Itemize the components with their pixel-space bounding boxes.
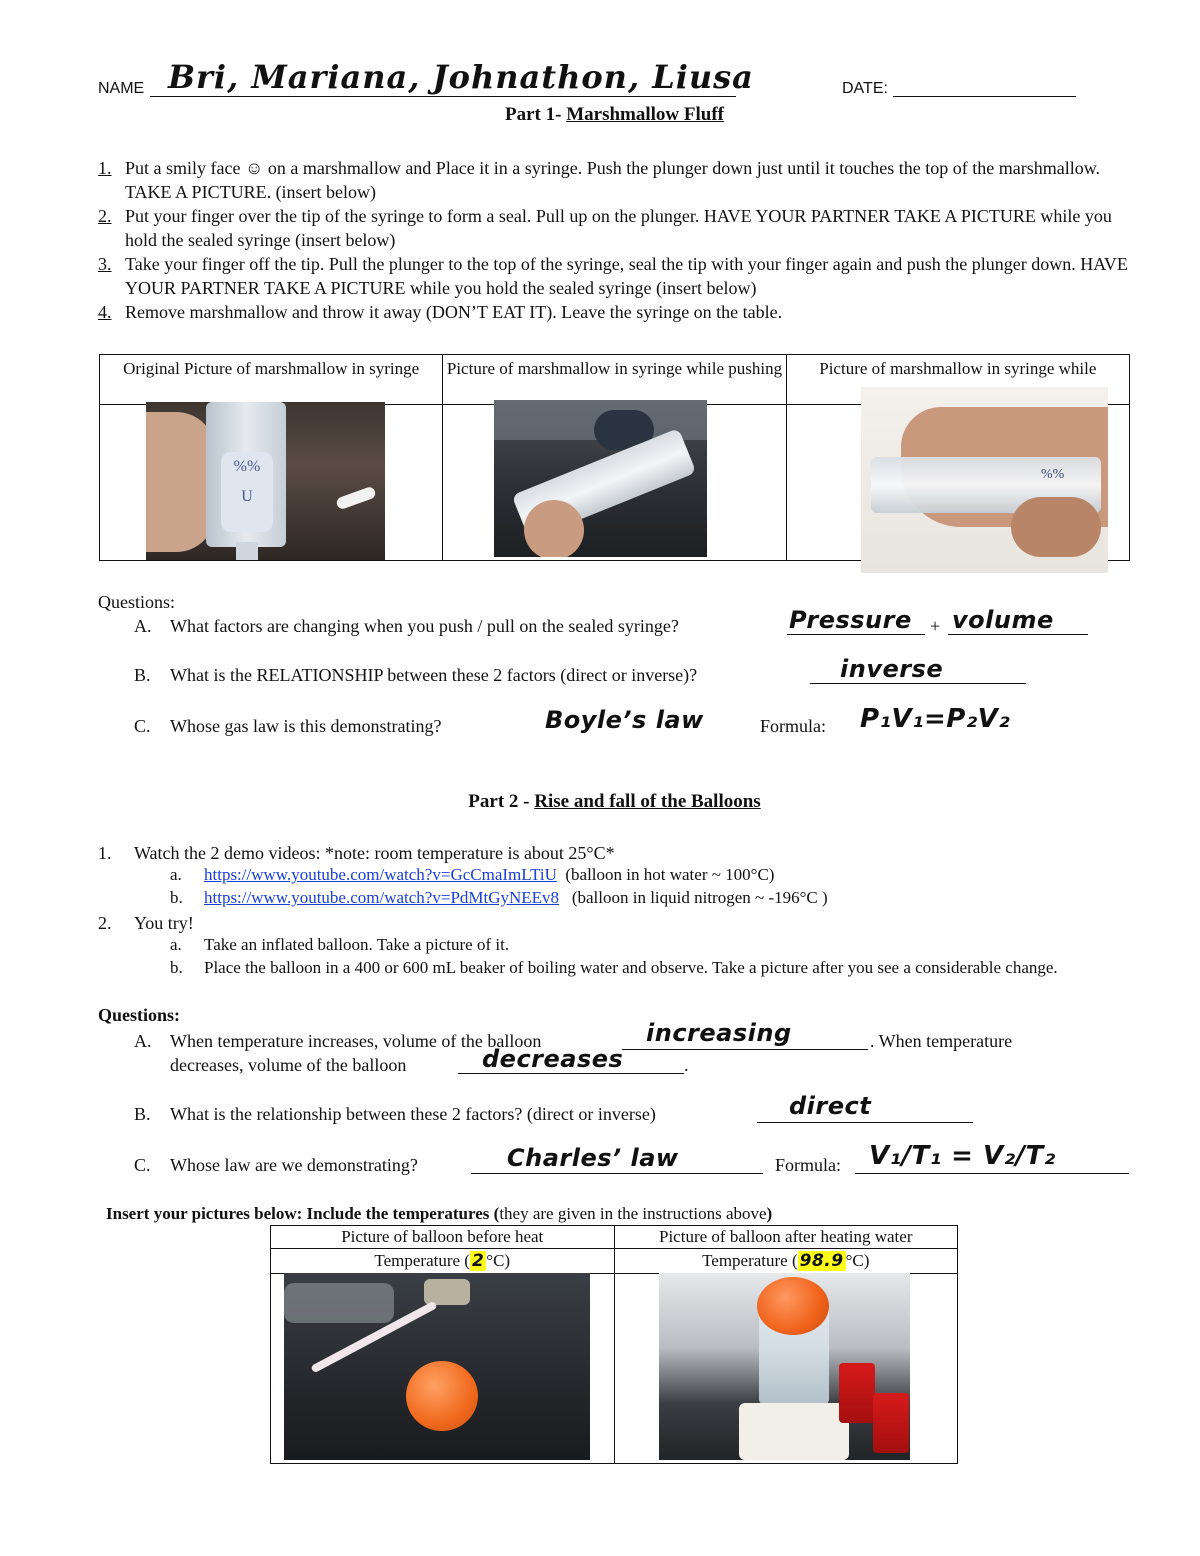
- video-link-hot-water[interactable]: https://www.youtube.com/watch?v=GcCmaImLTiU: [204, 865, 557, 884]
- part1-question-a: What factors are changing when you push / pull on the sealed syringe?: [170, 616, 679, 636]
- step-1: 1. Put a smily face ☺ on a marshmallow and Place it in a syringe. Push the plunger down just until it touches the top of the marshmallow. TAKE A PICTURE. (insert below): [98, 158, 1101, 202]
- date-field[interactable]: [893, 96, 1076, 97]
- part2-item-1b: https://www.youtube.com/watch?v=PdMtGyNEEv8 (balloon in liquid nitrogen ~ -196°C ): [204, 888, 828, 907]
- answer-formula-2[interactable]: V₁/T₁ = V₂/T₂: [855, 1151, 1129, 1174]
- table-header-pushing: Picture of marshmallow in syringe while pushing: [446, 359, 783, 378]
- part1-steps: [98, 156, 1134, 324]
- smiley-face-icon: %% U: [221, 452, 273, 532]
- answer-law-name[interactable]: Charles’ law: [471, 1151, 763, 1174]
- part1-question-c: Whose gas law is this demonstrating?: [170, 716, 442, 736]
- part1-question-a-letter: A.: [134, 616, 152, 636]
- balloon-before-heat-photo: [284, 1273, 590, 1460]
- answer-formula-1[interactable]: P₁V₁=P₂V₂: [860, 704, 1011, 734]
- part2-question-a-part1: When temperature increases, volume of the balloon: [170, 1031, 542, 1051]
- part2-item-1a: https://www.youtube.com/watch?v=GcCmaImLTiU (balloon in hot water ~ 100°C): [204, 865, 775, 884]
- table-header-before-heat: Picture of balloon before heat: [341, 1227, 544, 1246]
- answer-relationship[interactable]: inverse: [810, 661, 1026, 684]
- marshmallow-syringe-photo: [146, 402, 385, 560]
- part2-item-1-num: 1.: [98, 843, 112, 863]
- smiley-face-icon-2: %%: [1041, 467, 1065, 482]
- step-2: 2. Put your finger over the tip of the syringe to form a seal. Pull up on the plunger. HAVE YOUR PARTNER TAKE A PICTURE while you hold the sealed syringe (insert below): [98, 206, 1112, 250]
- video-link-liquid-nitrogen[interactable]: https://www.youtube.com/watch?v=PdMtGyNEEv8: [204, 888, 560, 907]
- insert-pictures-instructions: Insert your pictures below: Include the temperatures (they are given in the instructions above): [106, 1204, 773, 1223]
- balloon-after-heat-photo: [659, 1273, 910, 1460]
- temp-after-value[interactable]: 98.9: [799, 1251, 844, 1271]
- part2-item-2-num: 2.: [98, 913, 112, 933]
- table-header-pulling: Picture of marshmallow in syringe while: [819, 359, 1097, 378]
- table-header-original: Original Picture of marshmallow in syringe: [123, 359, 420, 378]
- part1-question-c-letter: C.: [134, 716, 151, 736]
- part2-title: Part 2 - Rise and fall of the Balloons: [468, 791, 761, 812]
- part2-question-b: What is the relationship between these 2 factors? (direct or inverse): [170, 1104, 656, 1124]
- part2-questions-label: Questions:: [98, 1005, 181, 1025]
- answer-gas-law[interactable]: Boyle’s law: [545, 706, 704, 734]
- step-4: 4. Remove marshmallow and throw it away (DON’T EAT IT). Leave the syringe on the table.: [98, 302, 783, 322]
- part2-question-b-letter: B.: [134, 1104, 151, 1124]
- step-3: 3. Take your finger off the tip. Pull the plunger to the top of the syringe, seal the tip with your finger again and push the plunger down. HAVE YOUR PARTNER TAKE A PICTURE while you hold the sealed syringe (insert below): [98, 254, 1128, 298]
- formula-label-2: Formula:: [775, 1155, 841, 1175]
- syringe-pulling-photo: [861, 387, 1108, 573]
- part2-item-1a-letter: a.: [170, 865, 182, 884]
- answer-relationship-2[interactable]: direct: [757, 1100, 973, 1123]
- name-underline: [150, 96, 736, 97]
- part1-title: Part 1- Marshmallow Fluff: [505, 104, 724, 125]
- part1-question-b-letter: B.: [134, 665, 151, 685]
- part2-question-a-part3: decreases, volume of the balloon: [170, 1055, 407, 1075]
- answer-factor-1[interactable]: Pressure: [787, 612, 925, 635]
- part2-question-a-letter: A.: [134, 1031, 152, 1051]
- part2-question-c-letter: C.: [134, 1155, 151, 1175]
- part1-question-b: What is the RELATIONSHIP between these 2 factors (direct or inverse)?: [170, 665, 698, 685]
- part2-item-2: You try!: [134, 913, 194, 933]
- temperature-before-heat: Temperature ( 2 °C): [374, 1251, 511, 1271]
- plus-sign: +: [930, 616, 941, 636]
- name-label: NAME: [98, 80, 145, 97]
- date-label: DATE:: [842, 80, 888, 97]
- part2-question-a-part4: .: [684, 1055, 689, 1075]
- part2-item-2a-letter: a.: [170, 935, 182, 954]
- part2-item-2b-letter: b.: [170, 958, 183, 977]
- syringe-pushing-photo: [494, 400, 707, 557]
- part2-item-2b: Place the balloon in a 400 or 600 mL beaker of boiling water and observe. Take a picture after you see a considerable change.: [204, 958, 1058, 977]
- answer-volume-decrease[interactable]: decreases: [458, 1051, 684, 1074]
- answer-factor-2[interactable]: volume: [948, 612, 1088, 635]
- name-field[interactable]: Bri, Mariana, Johnathon, Liusa: [168, 58, 754, 96]
- temperature-after-heat: Temperature ( 98.9 °C): [702, 1251, 870, 1271]
- part2-question-c: Whose law are we demonstrating?: [170, 1155, 418, 1175]
- formula-label-1: Formula:: [760, 716, 826, 736]
- part2-item-2a: Take an inflated balloon. Take a picture of it.: [204, 935, 510, 954]
- part2-question-a-part2: . When temperature: [870, 1031, 1013, 1051]
- part2-item-1b-letter: b.: [170, 888, 183, 907]
- temp-before-value[interactable]: 2: [471, 1251, 485, 1271]
- part2-item-1: Watch the 2 demo videos: *note: room temperature is about 25°C*: [134, 843, 615, 863]
- part1-questions-label: Questions:: [98, 592, 176, 612]
- answer-volume-increase[interactable]: increasing: [622, 1027, 868, 1050]
- table-header-after-heat: Picture of balloon after heating water: [659, 1227, 913, 1246]
